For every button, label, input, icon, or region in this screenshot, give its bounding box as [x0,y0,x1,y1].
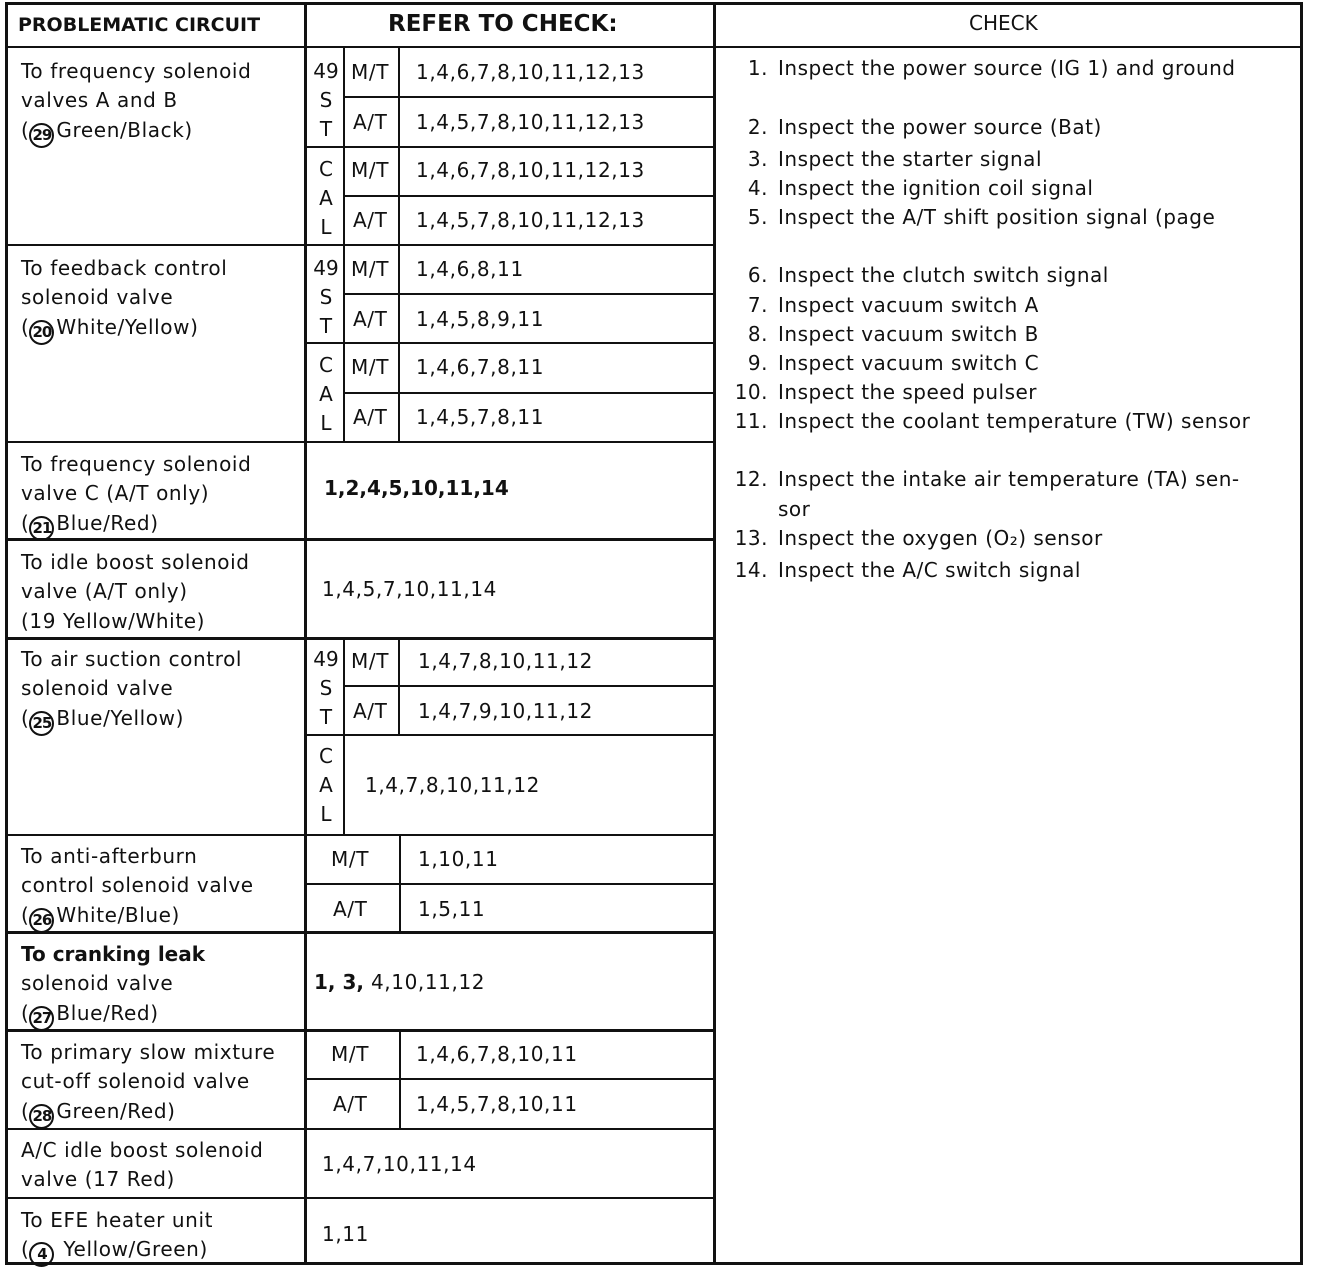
circuit-wire: ( 25 Blue/Yellow) [21,704,242,736]
check-item: 8. Inspect vacuum switch B [747,322,1039,346]
header-refer-to-check: REFER TO CHECK: [388,11,618,37]
wire-color: Blue/Yellow) [56,705,184,730]
terminal-number-badge: 28 [29,1104,54,1129]
trans-mt: M/T [351,60,390,84]
trans-mt: M/T [351,649,390,673]
row-separator [5,637,715,640]
trans-at: A/T [333,1092,368,1116]
terminal-number-badge: 29 [29,123,54,148]
circuit-wire: ( 20 White/Yellow) [21,313,227,345]
header-divider [5,46,1303,48]
grid-line [343,392,715,394]
check-item: 5. Inspect the A/T shift position signal (page [747,205,1216,229]
grid-line [305,146,715,148]
circuit-line: To frequency solenoid [21,452,252,476]
circuit-line: To EFE heater unit [21,1208,214,1232]
refer-values: 1,4,6,8,11 [416,257,524,281]
variant-49st: 49 S T [313,647,339,729]
terminal-number-badge: 4 [29,1242,54,1267]
refer-values: 1,11 [322,1222,369,1246]
circuit-wire: ( 26 White/Blue) [21,901,254,933]
terminal-number-badge: 21 [29,516,54,541]
circuit-frequency-solenoid-ab [21,57,251,148]
check-item: 11. Inspect the coolant temperature (TW) sensor [734,409,1251,433]
check-item: 9. Inspect vacuum switch C [747,351,1040,375]
grid-line [343,96,715,98]
check-item: 2. Inspect the power source (Bat) [747,115,1102,139]
circuit-wire: ( 27 Blue/Red) [21,999,205,1031]
refer-values-bold: 1, 3, [314,970,364,994]
circuit-line: To cranking leak [21,942,206,966]
circuit-wire: ( 4 Yellow/Green) [21,1235,213,1267]
trans-mt: M/T [351,257,390,281]
variant-cal: C A L [319,157,333,239]
refer-values: 1,4,5,7,8,11 [416,405,545,429]
circuit-line: To primary slow mixture [21,1040,276,1064]
trans-at: A/T [353,405,388,429]
circuit-line: solenoid valve [21,285,174,310]
row-separator [5,244,715,246]
header-check: CHECK [969,11,1038,35]
circuit-frequency-solenoid-c [21,450,251,541]
check-item: 4. Inspect the ignition coil signal [747,176,1094,200]
check-item-continuation: sor [778,497,811,521]
refer-values: 1,4,7,9,10,11,12 [418,699,593,723]
circuit-line: valve C (A/T only) [21,481,210,506]
grid-line [399,1031,401,1129]
check-item: 1. Inspect the power source (IG 1) and ground [747,56,1236,80]
refer-values: 1,4,6,7,8,11 [416,355,545,379]
wire-color: Blue/Red) [56,1000,159,1025]
check-item: 12. Inspect the intake air temperature (TA) sen- [734,467,1240,491]
refer-values: 1,2,4,5,10,11,14 [324,476,509,500]
circuit-line: valve (17 Red) [21,1167,175,1192]
wire-color: Green/Black) [56,117,193,142]
circuit-line: valve (A/T only) [21,579,188,604]
circuit-primary-slow-mixture [21,1038,275,1129]
circuit-line: solenoid valve [21,971,174,996]
refer-values-rest: 4,10,11,12 [364,970,486,994]
check-item: 6. Inspect the clutch switch signal [747,263,1109,287]
circuit-line: (19 Yellow/White) [21,608,206,633]
refer-values: 1,4,7,10,11,14 [322,1152,477,1176]
grid-line [305,1078,715,1080]
trans-mt: M/T [351,355,390,379]
trans-mt: M/T [351,158,390,182]
circuit-line: To anti-afterburn [21,844,198,868]
trans-at: A/T [353,208,388,232]
table-border-right [1300,2,1303,1265]
check-item: 3. Inspect the starter signal [747,147,1042,171]
row-separator [5,1197,715,1199]
check-item: 13. Inspect the oxygen (O₂) sensor [734,526,1103,550]
refer-values: 1,4,7,8,10,11,12 [418,649,593,673]
circuit-wire: ( 21 Blue/Red) [21,509,251,541]
grid-line [305,883,715,885]
refer-values: 1,4,7,8,10,11,12 [365,773,540,797]
grid-line [398,639,400,735]
table-border-top [5,2,1303,5]
refer-values: 1,4,5,7,8,10,11,12,13 [416,208,645,232]
circuit-wire: ( 28 Green/Red) [21,1097,275,1129]
grid-line [343,293,715,295]
circuit-line: A/C idle boost solenoid [21,1138,264,1162]
column-divider-check [713,2,716,1265]
circuit-line: To air suction control [21,647,243,671]
wire-color: White/Yellow) [56,314,199,339]
refer-values: 1,5,11 [418,897,486,921]
refer-values: 1,4,5,7,10,11,14 [322,577,497,601]
terminal-number-badge: 26 [29,908,54,933]
circuit-line: solenoid valve [21,676,174,701]
variant-cal: C A L [319,744,333,826]
circuit-line: valves A and B [21,88,178,113]
circuit-feedback-control-solenoid [21,254,227,345]
grid-line [305,342,715,344]
circuit-efe-heater [21,1206,213,1267]
circuit-line: To feedback control [21,256,228,280]
refer-values [314,968,485,997]
trans-at: A/T [333,897,368,921]
row-separator [5,441,715,443]
trans-mt: M/T [331,847,370,871]
wire-color: Yellow/Green) [63,1237,208,1262]
wire-color: Green/Red) [56,1098,176,1123]
refer-values: 1,4,5,7,8,10,11 [416,1092,578,1116]
check-item: 7. Inspect vacuum switch A [747,293,1039,317]
circuit-anti-afterburn [21,842,254,933]
refer-values: 1,4,6,7,8,10,11 [416,1042,578,1066]
wire-color: Blue/Red) [56,510,159,535]
header-problematic-circuit: PROBLEMATIC CIRCUIT [18,14,261,36]
terminal-number-badge: 27 [29,1006,54,1031]
wire-color: White/Blue) [56,902,180,927]
check-item: 10. Inspect the speed pulser [734,380,1038,404]
grid-line [343,685,715,687]
check-item: 14. Inspect the A/C switch signal [734,558,1081,582]
variant-cal: C A L [319,353,333,435]
variant-49st: 49 S T [313,59,339,141]
terminal-number-badge: 20 [29,320,54,345]
refer-values: 1,4,6,7,8,10,11,12,13 [416,60,645,84]
row-separator [5,834,715,836]
terminal-number-badge: 25 [29,711,54,736]
grid-line [305,734,715,736]
circuit-air-suction-control [21,645,242,736]
circuit-line: To idle boost solenoid [21,550,250,574]
circuit-line: control solenoid valve [21,873,254,898]
variant-49st: 49 S T [313,256,339,338]
trans-at: A/T [353,110,388,134]
refer-values: 1,10,11 [418,847,499,871]
trans-mt: M/T [331,1042,370,1066]
circuit-line: To frequency solenoid [21,59,252,83]
circuit-idle-boost-solenoid [21,548,250,636]
circuit-cranking-leak [21,940,205,1031]
trans-at: A/T [353,307,388,331]
refer-values: 1,4,6,7,8,10,11,12,13 [416,158,645,182]
circuit-wire: ( 29 Green/Black) [21,116,251,148]
table-border-left [5,2,8,1265]
circuit-line: cut-off solenoid valve [21,1069,250,1094]
circuit-ac-idle-boost [21,1136,263,1195]
refer-values: 1,4,5,8,9,11 [416,307,545,331]
grid-line [343,195,715,197]
refer-values: 1,4,5,7,8,10,11,12,13 [416,110,645,134]
trans-at: A/T [353,699,388,723]
